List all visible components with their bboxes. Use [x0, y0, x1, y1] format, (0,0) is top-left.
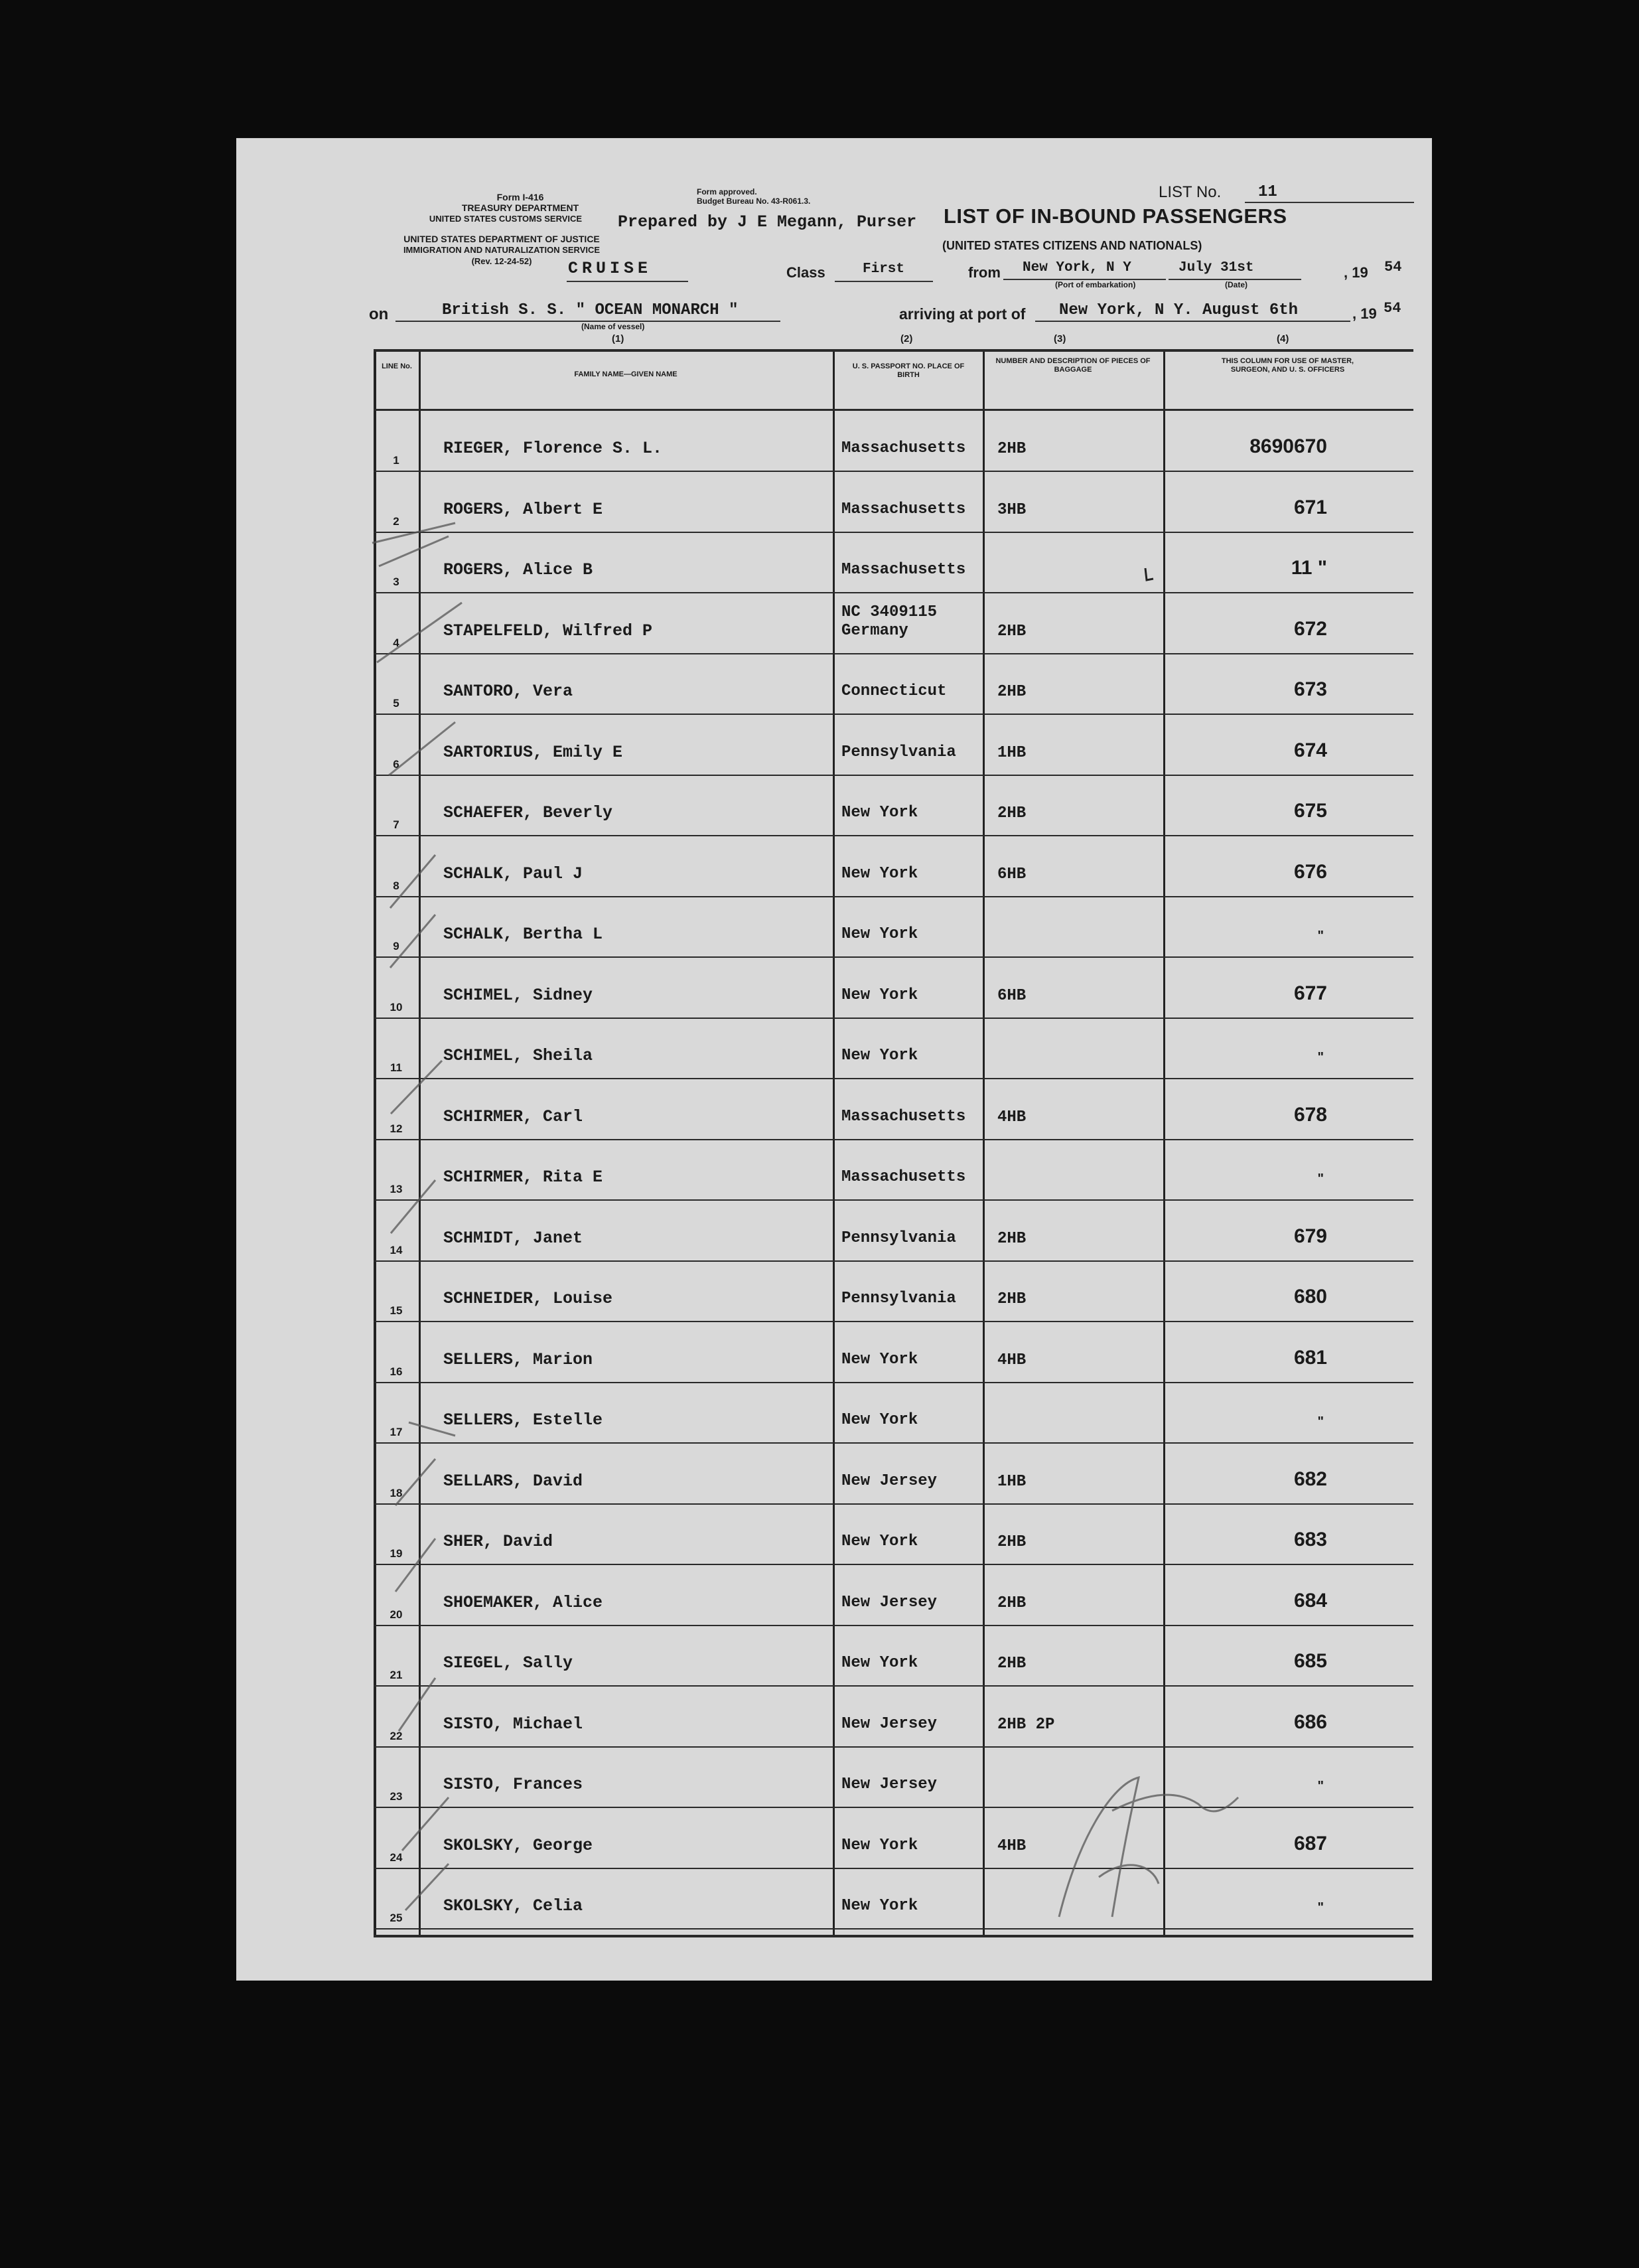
table-row [374, 1140, 1413, 1201]
on-label: on [369, 305, 389, 323]
row-divider [374, 1928, 1413, 1929]
list-number: 11 [1258, 183, 1277, 201]
arrival-year-prefix: , 19 [1352, 305, 1377, 322]
table-row [374, 897, 1413, 958]
line-number: 17 [390, 1426, 403, 1438]
baggage: 2HB [997, 1533, 1027, 1551]
official-number: 8690670 [1249, 435, 1327, 457]
official-number: 684 [1293, 1589, 1327, 1612]
official-number: 687 [1293, 1832, 1327, 1854]
official-number: " [1317, 1414, 1324, 1429]
place-of-birth: Massachusetts [841, 1107, 966, 1126]
vessel-caption: (Name of vessel) [581, 322, 645, 331]
place-of-birth: New York [841, 1533, 918, 1550]
passenger-name: SCHALK, Paul J [443, 864, 583, 883]
arrival-year-suffix: 54 [1384, 300, 1401, 317]
line-number: 8 [393, 879, 399, 892]
class-label: Class [786, 264, 825, 281]
place-of-birth: New York [841, 804, 918, 822]
table-row [374, 654, 1413, 716]
passenger-name: SIEGEL, Sally [443, 1653, 573, 1673]
list-no-label: LIST No. [1159, 183, 1222, 201]
official-number: 680 [1293, 1286, 1327, 1308]
from-label: from [968, 264, 1001, 281]
passenger-name: SCHIMEL, Sidney [443, 985, 593, 1005]
official-number: " [1317, 1050, 1324, 1065]
place-of-birth: New Jersey [841, 1714, 938, 1733]
col-header-name: FAMILY NAME—GIVEN NAME [574, 370, 677, 378]
place-of-birth: Massachusetts [841, 1168, 966, 1186]
place-of-birth: Connecticut [841, 682, 947, 700]
form-subtitle: (UNITED STATES CITIZENS AND NATIONALS) [942, 239, 1202, 252]
date-value: July 31st [1178, 260, 1254, 275]
baggage: 2HB [997, 1229, 1027, 1248]
col-num-2: (2) [900, 333, 913, 344]
place-of-birth: Massachusetts [841, 500, 966, 518]
passenger-name: ROGERS, Albert E [443, 499, 603, 519]
place-of-birth: New Jersey [841, 1776, 938, 1793]
official-number: 678 [1293, 1103, 1327, 1126]
dept-treasury: TREASURY DEPARTMENT [461, 202, 579, 213]
form-title: LIST OF IN-BOUND PASSENGERS [944, 204, 1287, 228]
table-row [374, 533, 1413, 594]
table-row [374, 1626, 1413, 1687]
place-of-birth: Massachusetts [841, 439, 966, 457]
table-row [374, 1869, 1413, 1930]
official-number: 675 [1293, 800, 1327, 822]
form-approved: Form approved. [697, 187, 757, 196]
line-number: 10 [390, 1000, 403, 1014]
official-number: 686 [1293, 1710, 1327, 1733]
line-number: 18 [390, 1486, 403, 1499]
form-revision: (Rev. 12-24-52) [471, 256, 532, 266]
official-number: " [1317, 929, 1324, 943]
vessel-name: British S. S. " OCEAN MONARCH " [442, 301, 739, 319]
passenger-name: SELLERS, Estelle [443, 1410, 603, 1430]
official-number: 672 [1293, 617, 1327, 640]
line-number: 21 [390, 1669, 403, 1681]
baggage: 4HB [997, 1837, 1027, 1855]
baggage: 4HB [997, 1108, 1027, 1126]
line-number: 22 [390, 1729, 403, 1742]
year-suffix: 54 [1384, 259, 1402, 275]
official-number: 673 [1293, 678, 1327, 700]
table-row [374, 1201, 1413, 1262]
col-num-3: (3) [1054, 333, 1066, 344]
official-number: 682 [1293, 1468, 1327, 1490]
line-number: 7 [393, 818, 399, 831]
baggage: 2HB [997, 1594, 1027, 1612]
line-number: 2 [393, 514, 399, 528]
place-of-birth: New York [841, 864, 918, 883]
port-caption: (Port of embarkation) [1055, 280, 1136, 289]
official-number: 676 [1293, 860, 1327, 883]
table-row [374, 1566, 1413, 1627]
arriving-label: arriving at port of [899, 305, 1026, 323]
passenger-name: SCHIMEL, Sheila [443, 1046, 593, 1065]
table-row [374, 1809, 1413, 1870]
table-row [374, 1383, 1413, 1444]
official-number: 679 [1293, 1225, 1327, 1247]
passenger-name: SCHNEIDER, Louise [443, 1289, 613, 1308]
table-row [374, 1323, 1413, 1384]
passenger-table [374, 349, 1413, 1937]
prepared-by: Prepared by J E Megann, Purser [618, 212, 917, 232]
place-of-birth: New Jersey [841, 1593, 938, 1612]
baggage: 2HB [997, 683, 1027, 701]
passenger-name: STAPELFELD, Wilfred P [443, 621, 653, 641]
line-number: 16 [390, 1365, 403, 1378]
passenger-name: SELLARS, David [443, 1471, 583, 1491]
place-of-birth: Pennsylvania [841, 743, 956, 761]
official-number: 11 " [1291, 557, 1327, 579]
line-number: 11 [390, 1061, 402, 1074]
baggage: 4HB [997, 1351, 1027, 1369]
form-number: Form I-416 [496, 192, 544, 202]
baggage: 1HB [997, 743, 1027, 762]
arrival-value: New York, N Y. August 6th [1059, 301, 1299, 319]
place-of-birth: New Jersey [841, 1472, 938, 1490]
table-row [374, 776, 1413, 837]
place-of-birth: NC 3409115 Germany [841, 603, 938, 640]
table-row [374, 1262, 1413, 1323]
table-row [374, 1748, 1413, 1809]
table-row [374, 1019, 1413, 1080]
table-row [374, 412, 1413, 473]
passenger-name: SELLERS, Marion [443, 1349, 593, 1369]
place-of-birth: Pennsylvania [841, 1290, 956, 1308]
line-number: 12 [390, 1122, 403, 1135]
place-of-birth: New York [841, 1654, 918, 1672]
line-number: 20 [390, 1608, 403, 1621]
line-number: 1 [393, 454, 399, 467]
passenger-name: SCHIRMER, Carl [443, 1106, 583, 1126]
official-number: " [1317, 1779, 1324, 1793]
date-caption: (Date) [1225, 280, 1248, 289]
line-number: 19 [390, 1547, 403, 1560]
passenger-name: SARTORIUS, Emily E [443, 742, 623, 762]
baggage: 3HB [997, 500, 1027, 519]
place-of-birth: New York [841, 986, 918, 1004]
line-number: 23 [390, 1790, 403, 1803]
official-number: 683 [1293, 1529, 1327, 1550]
col-num-4: (4) [1277, 333, 1289, 344]
cruise-label: CRUISE [568, 259, 652, 278]
baggage: 2HB [997, 440, 1027, 458]
table-row [374, 716, 1413, 777]
line-number: 3 [393, 575, 399, 588]
place-of-birth: Pennsylvania [841, 1229, 956, 1247]
from-value: New York, N Y [1023, 260, 1131, 275]
baggage: 6HB [997, 865, 1027, 883]
official-number: 685 [1293, 1650, 1327, 1672]
passenger-name: SHOEMAKER, Alice [443, 1592, 603, 1612]
place-of-birth: New York [841, 1411, 918, 1429]
table-row [374, 958, 1413, 1020]
line-number: 5 [393, 697, 399, 710]
budget-bureau: Budget Bureau No. 43-R061.3. [697, 196, 811, 206]
passenger-name: SKOLSKY, Celia [443, 1896, 583, 1916]
table-row [374, 1080, 1413, 1141]
dept-customs: UNITED STATES CUSTOMS SERVICE [429, 214, 583, 224]
line-number: 14 [390, 1243, 403, 1256]
col-header-baggage: NUMBER AND DESCRIPTION OF PIECES OF BAGGAGE [995, 357, 1151, 374]
passenger-name: RIEGER, Florence S. L. [443, 439, 663, 458]
table-row [374, 837, 1413, 898]
dept-ins: IMMIGRATION AND NATURALIZATION SERVICE [403, 245, 601, 255]
line-number: 15 [390, 1304, 403, 1317]
place-of-birth: Massachusetts [841, 561, 966, 579]
place-of-birth: New York [841, 1836, 918, 1854]
baggage: 2HB [997, 1290, 1027, 1308]
table-row [374, 1505, 1413, 1566]
manifest-sheet [236, 138, 1432, 1981]
place-of-birth: New York [841, 1897, 918, 1915]
baggage: 6HB [997, 986, 1027, 1005]
baggage: 2HB 2P [997, 1715, 1055, 1734]
passenger-name: SCHAEFER, Beverly [443, 803, 613, 822]
passenger-name: SISTO, Michael [443, 1714, 583, 1734]
line-number: 6 [393, 757, 399, 771]
passenger-name: SISTO, Frances [443, 1775, 583, 1794]
line-number: 4 [393, 636, 399, 649]
table-row [374, 594, 1413, 655]
baggage: 2HB [997, 622, 1027, 641]
official-number: 674 [1293, 739, 1327, 761]
table-row [374, 473, 1413, 534]
official-number: " [1317, 1900, 1324, 1915]
place-of-birth: New York [841, 1047, 918, 1065]
line-number: 9 [393, 940, 399, 952]
col-header-passport: U. S. PASSPORT NO. PLACE OF BIRTH [852, 362, 965, 379]
col-header-officers: THIS COLUMN FOR USE OF MASTER, SURGEON, AND U. S. OFFICERS [1221, 357, 1354, 374]
baggage: 1HB [997, 1472, 1027, 1491]
passenger-name: SCHIRMER, Rita E [443, 1168, 603, 1187]
baggage: 2HB [997, 1655, 1027, 1673]
passenger-name: SCHMIDT, Janet [443, 1228, 583, 1248]
table-row [374, 1687, 1413, 1748]
class-value: First [863, 262, 905, 277]
passenger-name: SKOLSKY, George [443, 1835, 593, 1855]
table-row [374, 1444, 1413, 1505]
official-number: 681 [1293, 1346, 1327, 1369]
line-number: 24 [390, 1851, 403, 1864]
official-number: " [1317, 1172, 1324, 1186]
baggage: 2HB [997, 804, 1027, 822]
official-number: 677 [1293, 982, 1327, 1004]
col-num-1: (1) [612, 333, 624, 344]
passenger-name: ROGERS, Alice B [443, 560, 593, 579]
dept-justice: UNITED STATES DEPARTMENT OF JUSTICE [403, 234, 600, 244]
passenger-name: SANTORO, Vera [443, 682, 573, 701]
official-number: 671 [1293, 496, 1327, 518]
col-header-line: LINE No. [382, 362, 412, 370]
place-of-birth: New York [841, 925, 918, 943]
year-prefix: , 19 [1344, 264, 1368, 281]
line-number: 25 [390, 1912, 403, 1924]
place-of-birth: New York [841, 1350, 918, 1369]
passenger-name: SCHALK, Bertha L [443, 925, 603, 944]
passenger-name: SHER, David [443, 1532, 553, 1551]
line-number: 13 [390, 1183, 403, 1195]
